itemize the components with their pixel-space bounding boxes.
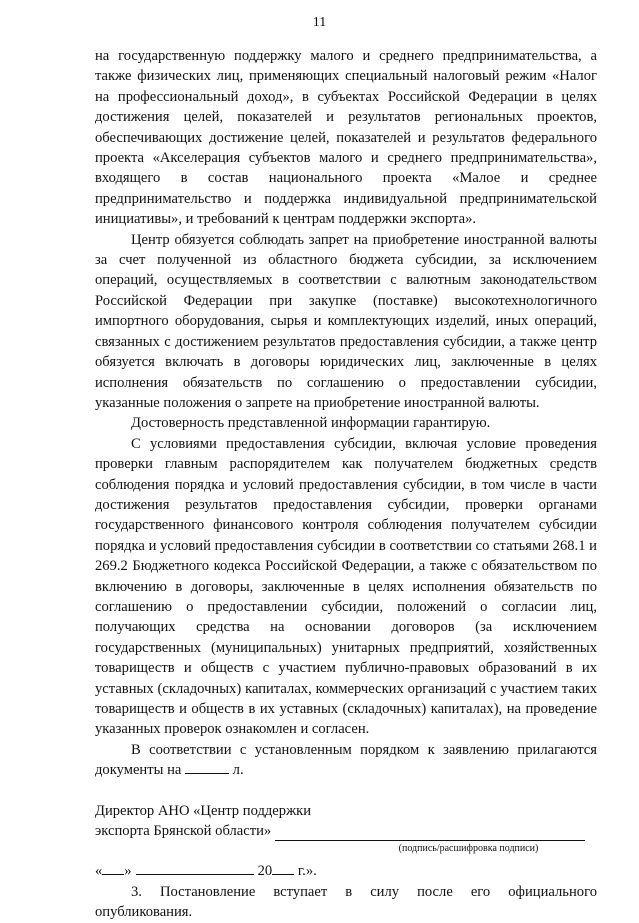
signatory-org: экспорта Брянской области» [95, 823, 272, 840]
signature-line [95, 821, 597, 841]
paragraph-effective-date: 3. Постановление вступает в силу после его официального опубликования. [95, 883, 597, 921]
signature-block [95, 801, 597, 856]
attachments-text: В соответствии с установленным порядком к заявлению прилагаются документы на [95, 741, 597, 779]
date-line [95, 861, 597, 881]
date-close-quote: » [124, 863, 132, 880]
year-prefix: 20 [257, 863, 273, 880]
year-suffix: г.». [297, 863, 317, 880]
signature-blank [275, 826, 585, 841]
sheet-count-blank [185, 773, 229, 774]
paragraph-conditions: С условиями предоставления субсидии, включая условие проведения проверки главным распорядителем как получателем бюджетных средств соблюдения порядка и условий предоставления субсидии, в том числе в части достижения результатов предоставления субсидии, проверки органами государственного финансового контроля соблюдения получателем субсидии порядка и условий предоставления субсидии в соответствии со статьями 268.1 и 269.2 Бюджетного кодекса Российской Федерации, а также с обязательством по включению в договоры, заключенные в целях исполнения обязательств по соглашению о предоставлении субсидии, положений о согласии лиц, получающих средства на основании договоров (за исключением государственных (муниципальных) унитарных предприятий, хозяйственных товариществ и обществ с участием публично-правовых образований в их уставных (складочных) капиталах, коммерческих организаций с участием таких товариществ и обществ в их уставных (складочных) капиталах), на проведение указанных проверок ознакомлен и согласен. [95, 435, 597, 738]
date-open-quote: « [95, 863, 103, 880]
paragraph-attachments [95, 740, 597, 781]
signature-caption: (подпись/расшифровка подписи) [398, 843, 539, 855]
page-number: 11 [312, 15, 327, 30]
paragraph-continuation: на государственную поддержку малого и среднего предпринимательства, а также физических лиц, применяющих специальный налоговый режим «Налог на профессиональный доход», в субъектах Российской Федерации в целях достижения целей, показателей и результатов региональных проектов, обеспечивающих достижение целей, показателей и результатов федерального проекта «Акселерация субъектов малого и среднего предпринимательства», входящего в состав национального проекта «Малое и среднее предпринимательство и поддержка индивидуальной предпринимательской инициативы», и требований к центрам поддержки экспорта». [95, 48, 597, 228]
month-blank [136, 874, 254, 875]
paragraph-guarantee: Достоверность представленной информации гарантирую. [131, 415, 491, 432]
signatory-title: Директор АНО «Центр поддержки [95, 802, 312, 819]
document-body [95, 46, 597, 923]
year-blank [272, 874, 294, 875]
sheets-unit: л. [232, 762, 244, 779]
paragraph-currency-ban: Центр обязуется соблюдать запрет на приобретение иностранной валюты за счет полученной из областного бюджета субсидии, за исключением операций, осуществляемых в соответствии с валютным законодательством Российской Федерации при закупке (поставке) высокотехнологичного импортного оборудования, сырья и комплектующих изделий, иных операций, связанных с достижением результатов предоставления субсидии, а также центр обязуется включать в договоры юридических лиц, заключенные в целях исполнения обязательств по соглашению о предоставлении субсидии, указанные положения о запрете на приобретение иностранной валюты. [95, 231, 597, 411]
day-blank [102, 874, 124, 875]
